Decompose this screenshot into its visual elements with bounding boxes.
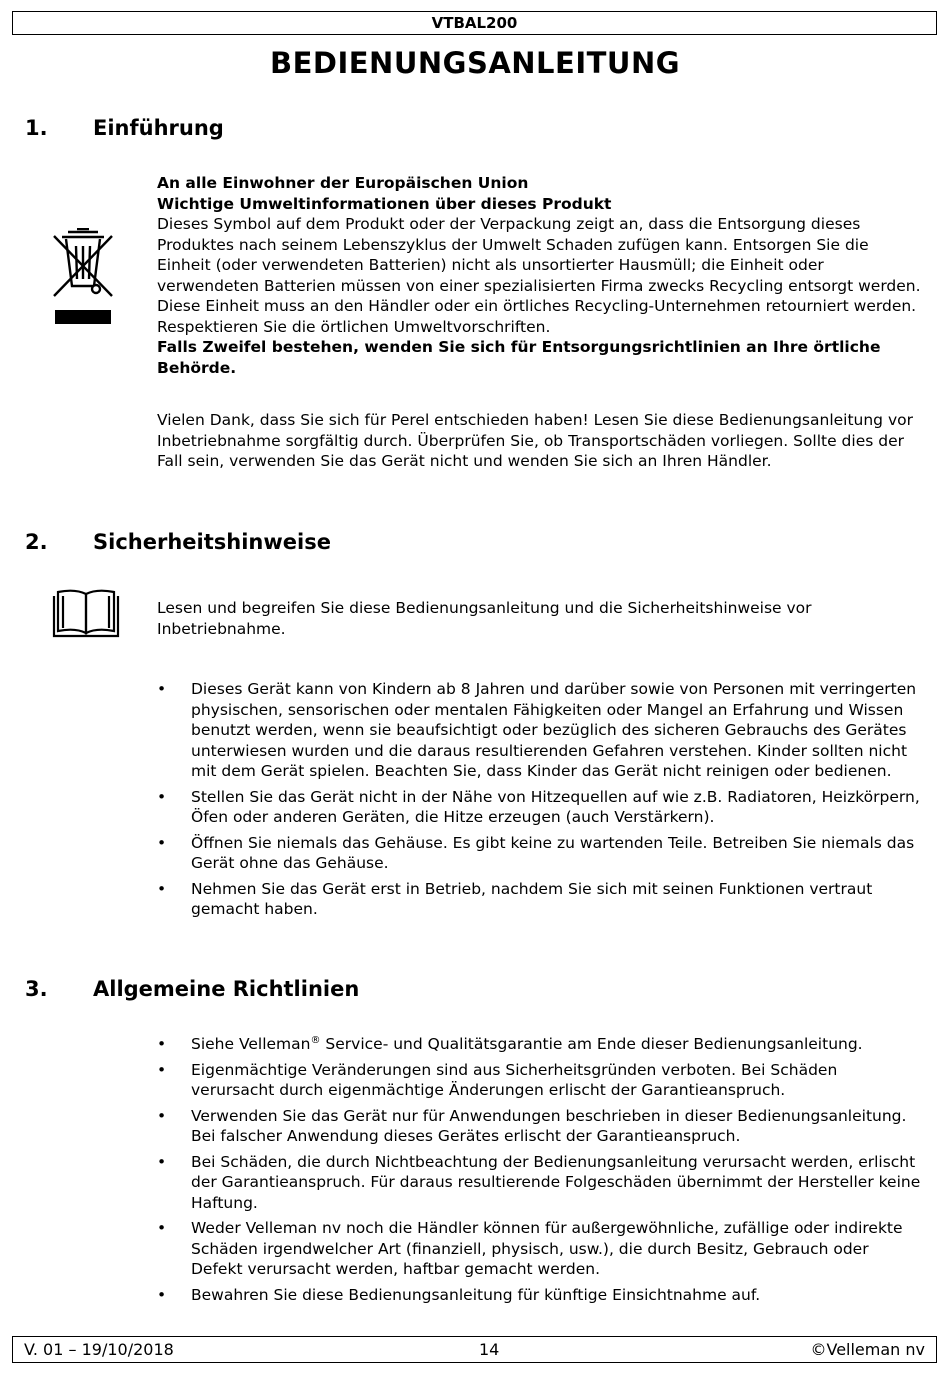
header-model: VTBAL200 — [12, 11, 937, 35]
footer-copyright: ©Velleman nv — [810, 1340, 925, 1359]
list-item: • Öffnen Sie niemals das Gehäuse. Es gibt keine zu wartenden Teile. Betreiben Sie niemals das Gerät ohne das Gehäuse. — [157, 833, 915, 872]
bullet: • — [157, 1060, 167, 1079]
bullet: • — [157, 1152, 167, 1171]
footer-version: V. 01 – 19/10/2018 — [24, 1340, 174, 1359]
list-item: • Nehmen Sie das Gerät erst in Betrieb, nachdem Sie sich mit seinen Funktionen vertraut gemacht haben. — [157, 879, 873, 918]
bullet: • — [157, 1106, 167, 1125]
weee-heading-2: Wichtige Umweltinformationen über dieses Produkt — [157, 194, 612, 213]
list-item: • Verwenden Sie das Gerät nur für Anwendungen beschrieben in dieser Bedienungsanleitung. Bei falscher Anwendung dieses Gerätes erlischt der Garantieanspruch. — [157, 1106, 907, 1145]
general-guidelines-list — [157, 1034, 922, 1305]
list-item: • Bewahren Sie diese Bedienungsanleitung für künftige Einsichtnahme auf. — [157, 1285, 761, 1304]
footer — [12, 1336, 937, 1363]
list-item: • Siehe Velleman® Service- und Qualitätsgarantie am Ende dieser Bedienungsanleitung. — [157, 1034, 863, 1053]
safety-list — [157, 679, 922, 920]
bullet: • — [157, 1219, 167, 1237]
bullet: • — [157, 787, 167, 806]
registered-mark: ® — [310, 1034, 321, 1046]
weee-bold-note: Falls Zweifel bestehen, wenden Sie sich für Entsorgungsrichtlinien an Ihre örtliche Behörde. — [157, 338, 881, 377]
section-2-title: Sicherheitshinweise — [93, 530, 331, 554]
list-item: • Stellen Sie das Gerät nicht in der Nähe von Hitzequellen auf wie z.B. Radiatoren, Heizkörpern, Öfen oder anderen Geräten, die Hitze erzeugen (auch Verstärkern). — [157, 787, 920, 826]
read-manual-note: Lesen und begreifen Sie diese Bedienungsanleitung und die Sicherheitshinweise vor Inbetriebnahme. — [157, 599, 812, 638]
bullet: • — [157, 833, 167, 852]
open-book-icon — [52, 588, 120, 638]
section-3-title: Allgemeine Richtlinien — [93, 977, 360, 1001]
section-3-number: 3. — [25, 977, 48, 1001]
thanks-paragraph: Vielen Dank, dass Sie sich für Perel entschieden haben! Lesen Sie diese Bedienungsanleitung vor Inbetriebnahme sorgfältig durch. Überprüfen Sie, ob Transportschäden vorliegen. Sollte dies der Fall sein, verwenden Sie das Gerät nicht und wenden Sie sich an Ihren Händler. — [157, 411, 913, 470]
weee-heading-1: An alle Einwohner der Europäischen Union — [157, 174, 529, 192]
section-3-heading — [25, 975, 359, 1003]
bullet: • — [157, 1285, 167, 1304]
list-item: • Weder Velleman nv noch die Händler können für außergewöhnliche, zufällige oder indirekte Schäden irgendwelcher Art (finanziell, physisch, usw.), die durch Besitz, Gebrauch oder Defekt verursacht werden, haftbar gemacht werden. — [157, 1219, 903, 1278]
footer-page-number: 14 — [479, 1340, 500, 1359]
section-2-heading — [25, 528, 331, 556]
weee-body: Dieses Symbol auf dem Produkt oder der Verpackung zeigt an, dass die Entsorgung dieses Produktes nach seinem Lebenszyklus der Umwelt Schaden zufügen kann. Entsorgen Sie die Einheit (oder verwendeten Batterien) nicht als unsortierter Hausmüll; die Einheit oder verwendeten Batterien müssen von einer spezialisierten Firma zwecks Recycling entsorgt werden. Diese Einheit muss an den Händler oder ein örtliches Recycling-Unternehmen retourniert werden. Respektieren Sie die örtlichen Umweltvorschriften. — [157, 215, 921, 336]
bullet: • — [157, 879, 167, 898]
document-title: BEDIENUNGSANLEITUNG — [269, 46, 681, 80]
crossed-out-wheelie-bin-icon — [50, 228, 116, 332]
bullet: • — [157, 1035, 167, 1053]
section-1-heading — [25, 114, 224, 142]
section-1-number: 1. — [25, 116, 48, 140]
section-1-title: Einführung — [93, 116, 224, 140]
list-item: • Bei Schäden, die durch Nichtbeachtung der Bedienungsanleitung verursacht werden, erlischt der Garantieanspruch. Für daraus resultierende Folgeschäden übernimmt der Hersteller keine Haftung. — [157, 1152, 921, 1212]
bullet: • — [157, 680, 167, 698]
list-item: • Eigenmächtige Veränderungen sind aus Sicherheitsgründen verboten. Bei Schäden verursacht durch eigenmächtige Änderungen erlischt der Garantieanspruch. — [157, 1060, 838, 1099]
list-item: • Dieses Gerät kann von Kindern ab 8 Jahren und darüber sowie von Personen mit verringerten physischen, sensorischen oder mentalen Fähigkeiten oder Mangel an Erfahrung und Wissen benutzt werden, wenn sie beaufsichtigt oder bezüglich des sicheren Gebrauchs des Gerätes unterwiesen wurden und die daraus resultierenden Gefahren verstehen. Kinder sollten nicht mit dem Gerät spielen. Beachten Sie, dass Kinder das Gerät nicht reinigen oder bedienen. — [157, 680, 917, 780]
section-2-number: 2. — [25, 530, 48, 554]
weee-notice — [157, 173, 927, 378]
